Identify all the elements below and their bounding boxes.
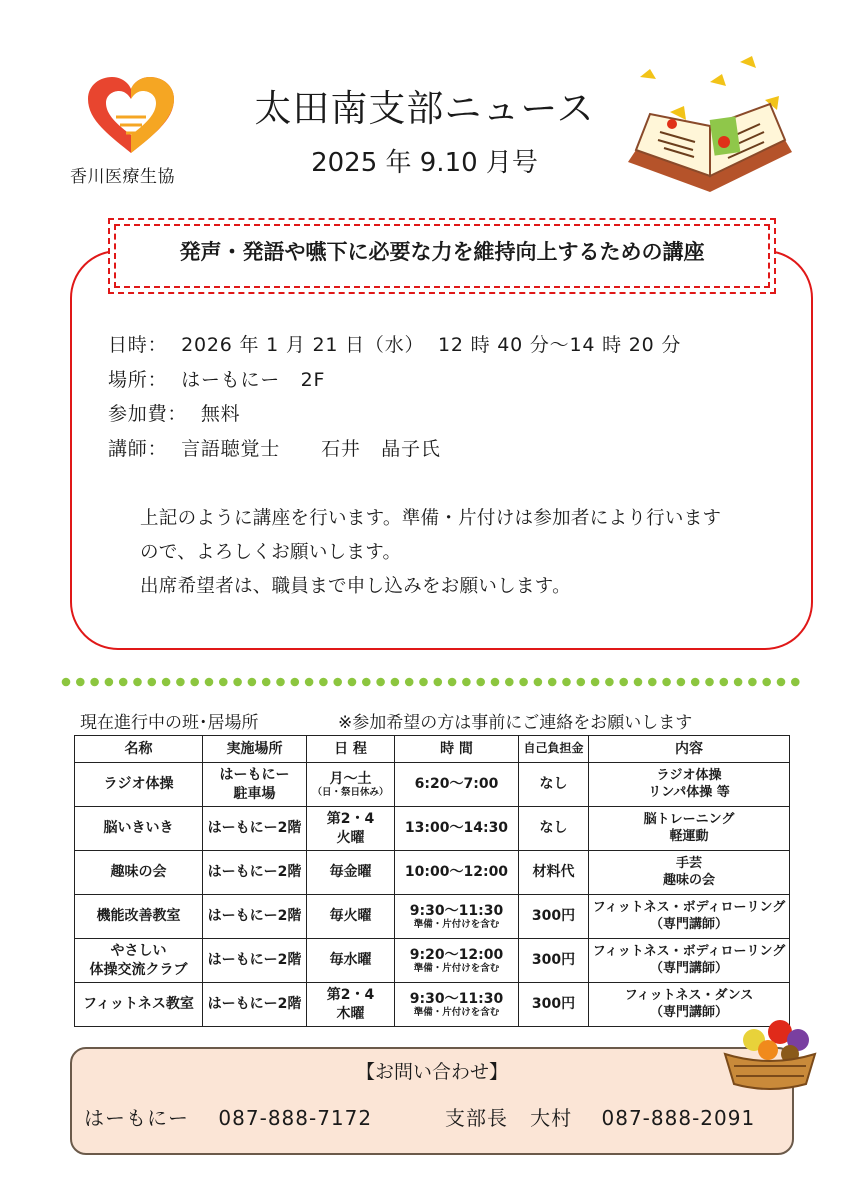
divider-dot xyxy=(505,678,514,687)
cell-time xyxy=(395,983,519,1027)
divider-dot xyxy=(577,678,586,687)
detail-place: 場所： はーもにー 2F xyxy=(108,369,326,391)
detail-lecturer: 講師： 言語聴覚士 石井 晶子氏 xyxy=(108,438,441,460)
groups-caption: 現在進行中の班･居場所 xyxy=(80,713,259,733)
divider-dot xyxy=(319,678,328,687)
divider-dot xyxy=(634,678,643,687)
divider-dot xyxy=(462,678,471,687)
cell-name xyxy=(75,895,203,939)
cell-schedule-text: 第2・4 木曜 xyxy=(326,987,375,1022)
divider-dot xyxy=(548,678,557,687)
col-header-name: 名称 xyxy=(75,736,203,763)
cell-name-text: やさしい 体操交流クラブ xyxy=(89,943,188,978)
cell-schedule xyxy=(307,895,395,939)
table-row xyxy=(75,763,790,807)
cell-schedule xyxy=(307,851,395,895)
divider-dot xyxy=(777,678,786,687)
contact-branch-chief-phone: 支部長 大村 087-888-2091 xyxy=(445,1106,756,1130)
cell-name xyxy=(75,807,203,851)
divider-dot xyxy=(90,678,99,687)
divider-dot xyxy=(734,678,743,687)
divider-dot xyxy=(648,678,657,687)
divider-dot xyxy=(105,678,114,687)
fruit-basket-illustration xyxy=(720,1010,820,1090)
divider-dot xyxy=(434,678,443,687)
cell-content-text: フィットネス・ダンス （専門講師） xyxy=(624,987,754,1020)
table-row xyxy=(75,983,790,1027)
cell-time-text: 9:20～12:00 xyxy=(409,947,504,964)
cell-fee xyxy=(519,807,589,851)
cell-content xyxy=(589,851,790,895)
cell-time-note: 準備・片付けを含む xyxy=(413,963,500,975)
cell-time xyxy=(395,807,519,851)
cell-content xyxy=(589,807,790,851)
contact-title: 【お問い合わせ】 xyxy=(355,1061,508,1083)
cell-content-text: フィットネス・ボディローリング （専門講師） xyxy=(592,899,786,932)
cell-fee-text: 材料代 xyxy=(532,864,575,881)
cell-name xyxy=(75,851,203,895)
cell-name-text: ラジオ体操 xyxy=(103,776,174,793)
cell-fee xyxy=(519,851,589,895)
cell-time-text: 9:30～11:30 xyxy=(409,903,504,920)
cell-content xyxy=(589,763,790,807)
divider-dot xyxy=(119,678,128,687)
cell-place-text: はーもにー 駐車場 xyxy=(219,767,290,802)
table-row xyxy=(75,895,790,939)
divider-dot xyxy=(562,678,571,687)
cell-place-text: はーもにー2階 xyxy=(207,952,302,969)
newsletter-title: 太田南支部ニュース xyxy=(254,87,595,130)
divider-dot xyxy=(148,678,157,687)
groups-table xyxy=(74,735,790,1027)
divider-dot xyxy=(362,678,371,687)
divider-dot xyxy=(348,678,357,687)
cell-time xyxy=(395,763,519,807)
cell-name-text: 機能改善教室 xyxy=(96,908,181,925)
cell-place xyxy=(203,807,307,851)
cell-place-text: はーもにー2階 xyxy=(207,864,302,881)
divider-dot xyxy=(619,678,628,687)
cell-schedule xyxy=(307,983,395,1027)
cell-time-text: 10:00～12:00 xyxy=(404,864,509,881)
cell-schedule-text: 毎火曜 xyxy=(329,908,372,925)
divider-dot xyxy=(791,678,800,687)
cell-place xyxy=(203,895,307,939)
col-header-schedule: 日 程 xyxy=(307,736,395,763)
cell-place xyxy=(203,763,307,807)
cell-schedule xyxy=(307,763,395,807)
divider-dot xyxy=(491,678,500,687)
cell-time-text: 6:20～7:00 xyxy=(414,776,499,793)
divider-dot xyxy=(419,678,428,687)
cell-fee-text: 300円 xyxy=(531,952,576,969)
table-row xyxy=(75,807,790,851)
cell-fee xyxy=(519,763,589,807)
cell-name xyxy=(75,983,203,1027)
divider-dot xyxy=(219,678,228,687)
cell-content-text: フィットネス・ボディローリング （専門講師） xyxy=(592,943,786,976)
divider-dot xyxy=(205,678,214,687)
cell-place xyxy=(203,851,307,895)
divider-dot xyxy=(62,678,71,687)
divider-dot xyxy=(262,678,271,687)
divider-dot xyxy=(720,678,729,687)
cell-name xyxy=(75,939,203,983)
cell-place xyxy=(203,983,307,1027)
divider-dot xyxy=(705,678,714,687)
divider-dot xyxy=(276,678,285,687)
cell-fee-text: なし xyxy=(539,820,568,837)
table-row xyxy=(75,939,790,983)
issue-label: 2025 年 9.10 月号 xyxy=(311,148,538,178)
divider-dot xyxy=(405,678,414,687)
divider-dot xyxy=(591,678,600,687)
cell-place-text: はーもにー2階 xyxy=(207,908,302,925)
cell-fee-text: なし xyxy=(539,776,568,793)
org-name: 香川医療生協 xyxy=(70,167,175,187)
cell-schedule xyxy=(307,807,395,851)
divider-dot xyxy=(476,678,485,687)
cell-content-text: 手芸 趣味の会 xyxy=(662,855,715,888)
col-header-place: 実施場所 xyxy=(203,736,307,763)
table-header-row xyxy=(75,736,790,763)
open-book-ginkgo-illustration xyxy=(620,52,800,202)
col-header-content: 内容 xyxy=(589,736,790,763)
divider-dot xyxy=(534,678,543,687)
divider-dot xyxy=(605,678,614,687)
divider-dot xyxy=(248,678,257,687)
cell-schedule-text: 第2・4 火曜 xyxy=(326,811,375,846)
cell-time-text: 13:00～14:30 xyxy=(404,820,509,837)
divider-dot xyxy=(176,678,185,687)
dotted-divider xyxy=(60,676,800,688)
cell-schedule-note: （日・祭日休み） xyxy=(312,787,389,799)
announcement-heading: 発声・発語や嚥下に必要な力を維持向上するための講座 xyxy=(179,240,705,264)
col-header-time: 時 間 xyxy=(395,736,519,763)
divider-dot xyxy=(76,678,85,687)
divider-dot xyxy=(291,678,300,687)
announcement-text-line: 出席希望者は、職員まで申し込みをお願いします。 xyxy=(140,576,571,597)
cell-content xyxy=(589,939,790,983)
cell-schedule-text: 毎水曜 xyxy=(329,952,372,969)
cell-time-text: 9:30～11:30 xyxy=(409,991,504,1008)
cell-time-note: 準備・片付けを含む xyxy=(413,1007,500,1019)
cell-place-text: はーもにー2階 xyxy=(207,996,302,1013)
cell-place xyxy=(203,939,307,983)
announcement-text-line: 上記のように講座を行います。準備・片付けは参加者により行います xyxy=(140,508,722,529)
cell-name xyxy=(75,763,203,807)
detail-fee: 参加費： 無料 xyxy=(108,403,241,425)
cell-content xyxy=(589,895,790,939)
divider-dot xyxy=(376,678,385,687)
divider-dot xyxy=(333,678,342,687)
divider-dot xyxy=(391,678,400,687)
cell-fee xyxy=(519,895,589,939)
cell-time xyxy=(395,939,519,983)
cell-time xyxy=(395,851,519,895)
cell-place-text: はーもにー2階 xyxy=(207,820,302,837)
cell-fee xyxy=(519,983,589,1027)
cell-time xyxy=(395,895,519,939)
divider-dot xyxy=(691,678,700,687)
cell-name-text: 脳いきいき xyxy=(103,820,174,837)
contact-harmony-phone: はーもにー 087-888-7172 xyxy=(84,1106,373,1130)
divider-dot xyxy=(162,678,171,687)
cell-schedule-text: 月～土 xyxy=(329,771,372,788)
cell-content-text: ラジオ体操 リンパ体操 等 xyxy=(648,767,730,800)
col-header-fee: 自己負担金 xyxy=(519,736,589,763)
divider-dot xyxy=(305,678,314,687)
table-row xyxy=(75,851,790,895)
announcement-text-line: ので、よろしくお願いします。 xyxy=(140,542,402,563)
cell-content-text: 脳トレーニング 軽運動 xyxy=(643,811,735,844)
divider-dot xyxy=(133,678,142,687)
divider-dot xyxy=(762,678,771,687)
divider-dot xyxy=(748,678,757,687)
divider-dot xyxy=(233,678,242,687)
cell-fee-text: 300円 xyxy=(531,996,576,1013)
cell-schedule-text: 毎金曜 xyxy=(329,864,372,881)
cell-name-text: フィットネス教室 xyxy=(83,996,194,1013)
cell-fee xyxy=(519,939,589,983)
cell-name-text: 趣味の会 xyxy=(110,864,167,881)
cell-time-note: 準備・片付けを含む xyxy=(413,919,500,931)
divider-dot xyxy=(662,678,671,687)
groups-note: ※参加希望の方は事前にご連絡をお願いします xyxy=(338,713,693,733)
divider-dot xyxy=(519,678,528,687)
divider-dot xyxy=(677,678,686,687)
divider-dot xyxy=(190,678,199,687)
cell-schedule xyxy=(307,939,395,983)
divider-dot xyxy=(448,678,457,687)
cell-fee-text: 300円 xyxy=(531,908,576,925)
detail-datetime: 日時： 2026 年 1 月 21 日（水） 12 時 40 分～14 時 20 分 xyxy=(108,334,682,356)
